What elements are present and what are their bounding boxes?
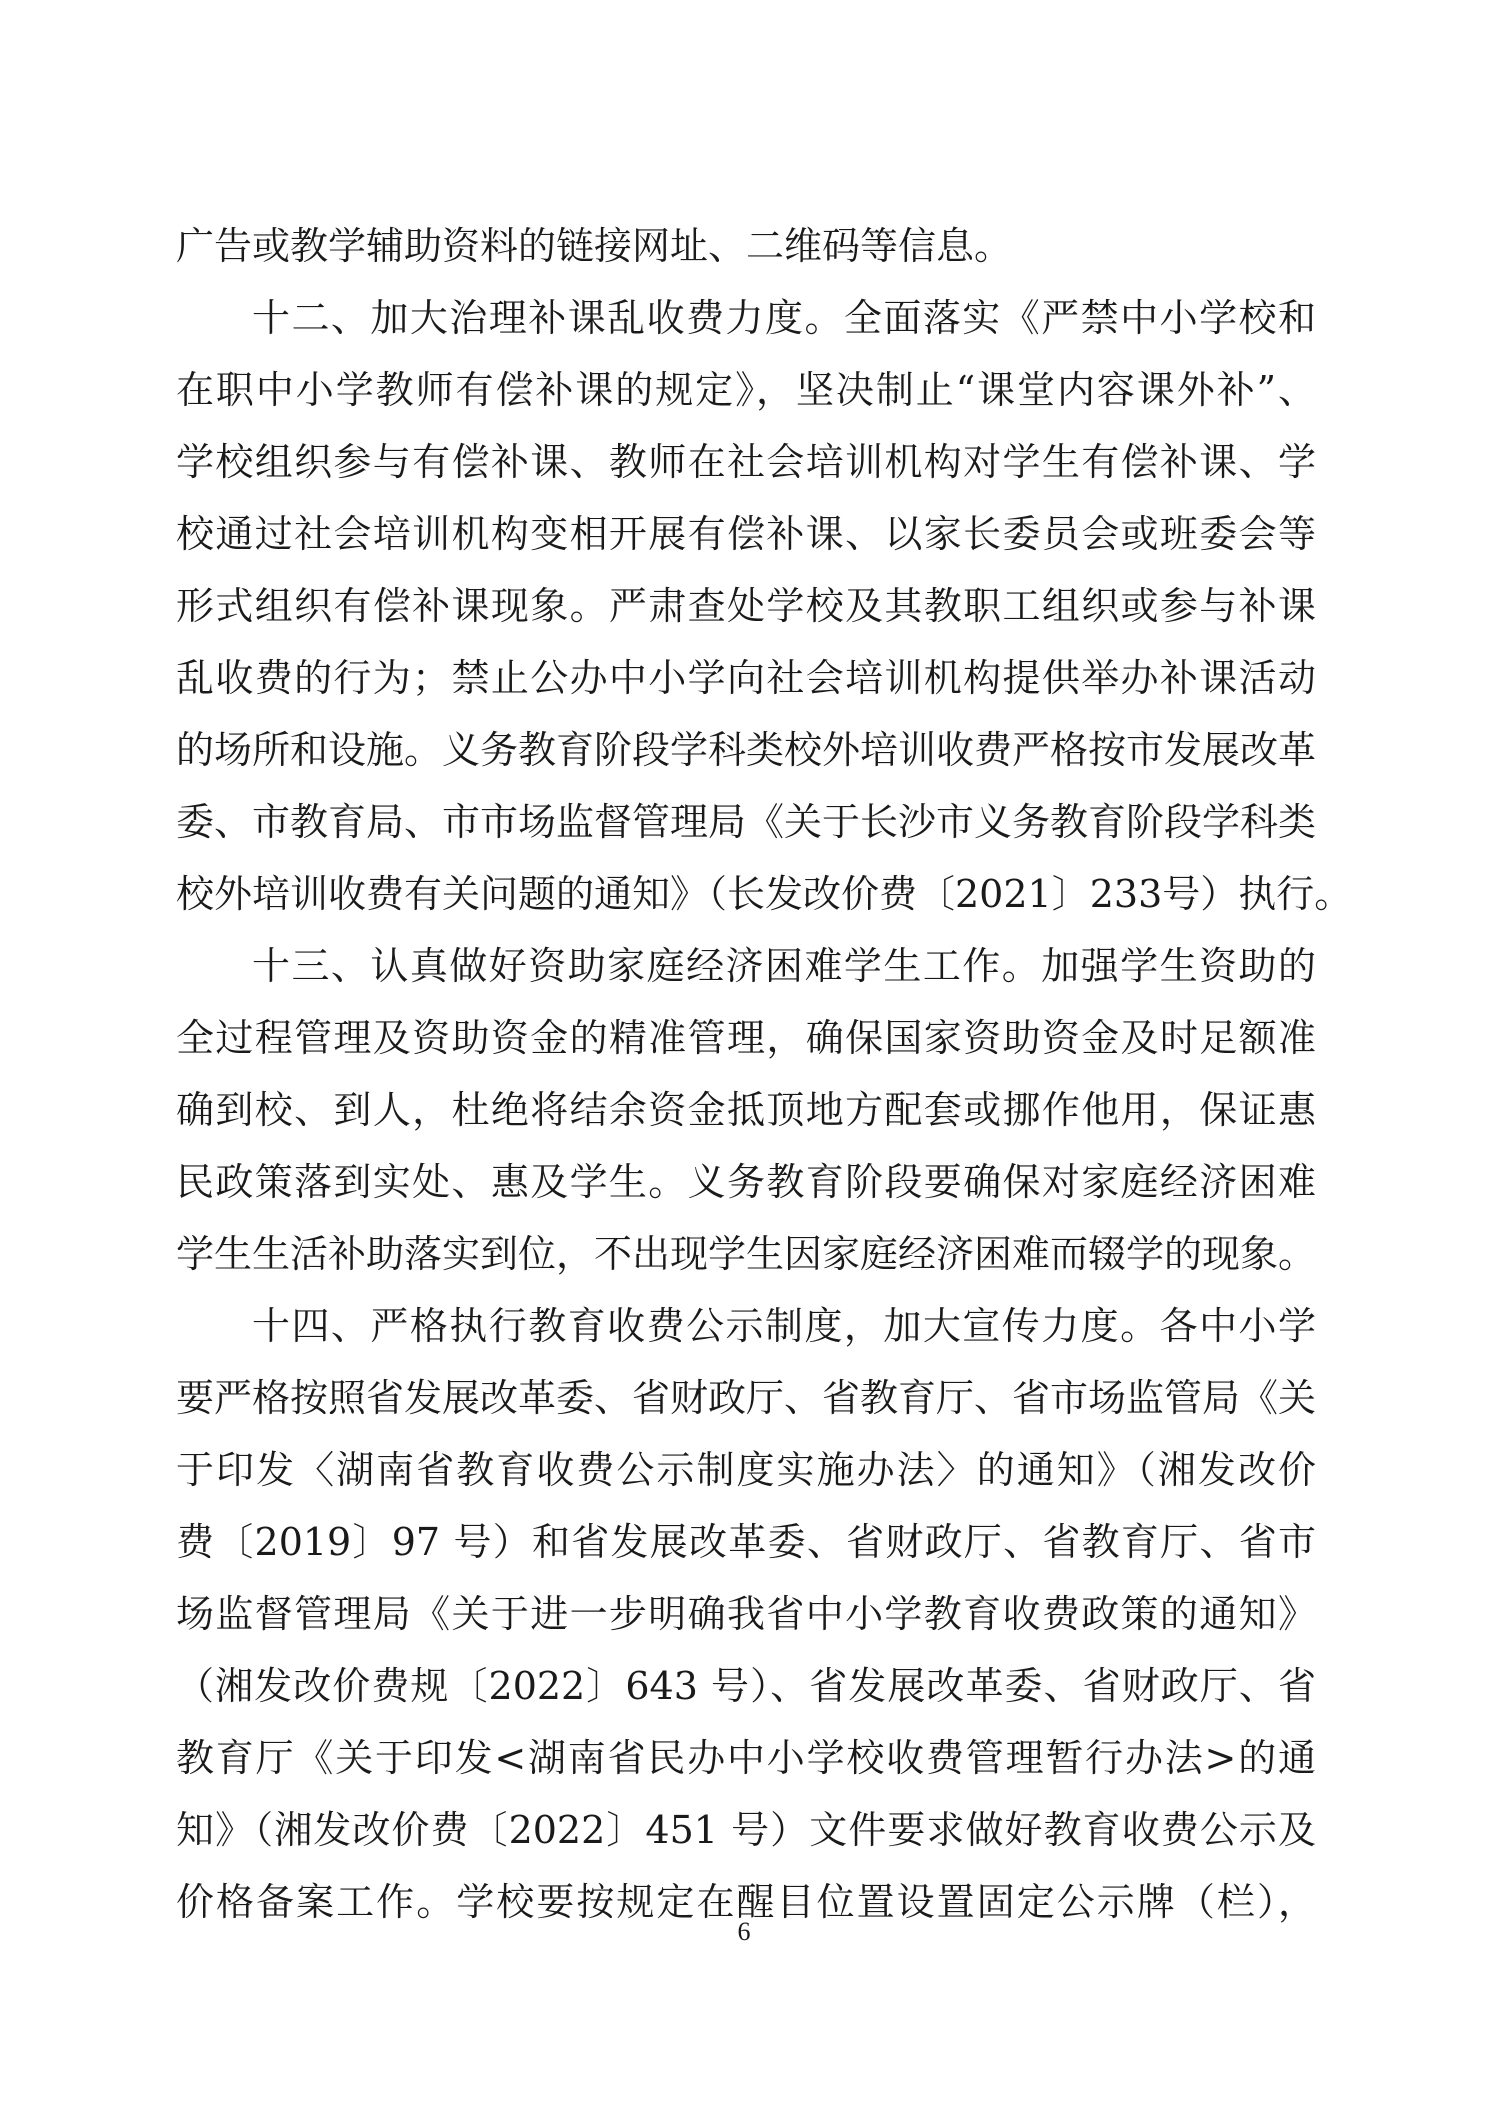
text-line-11: 十三、认真做好资助家庭经济困难学生工作。加强学生资助的 [252,944,1316,988]
text-line-24: 价格备案工作。学校要按规定在醒目位置设置固定公示牌（栏）， [176,1880,1316,1924]
text-line-20: 场监督管理局《关于进一步明确我省中小学教育收费政策的通知》 [176,1592,1316,1636]
text-line-18: 于印发〈湖南省教育收费公示制度实施办法〉的通知》（湘发改价 [176,1448,1316,1492]
text-line-10: 校外培训收费有关问题的通知》（长发改价费〔2021〕233号）执行。 [176,872,1353,916]
text-line-13: 确到校、到人，杜绝将结余资金抵顶地方配套或挪作他用，保证惠 [176,1088,1316,1132]
text-line-15: 学生生活补助落实到位，不出现学生因家庭经济困难而辍学的现象。 [176,1232,1317,1276]
text-line-22: 教育厅《关于印发<湖南省民办中小学校收费管理暂行办法>的通 [176,1736,1316,1780]
page-number: 6 [737,1917,751,1946]
text-line-2: 十二、加大治理补课乱收费力度。全面落实《严禁中小学校和 [252,296,1316,340]
text-line-6: 形式组织有偿补课现象。严肃查处学校及其教职工组织或参与补课 [176,584,1316,628]
text-line-9: 委、市教育局、市市场监督管理局《关于长沙市义务教育阶段学科类 [176,800,1317,844]
text-line-4: 学校组织参与有偿补课、教师在社会培训机构对学生有偿补课、学 [176,440,1316,484]
text-line-14: 民政策落到实处、惠及学生。义务教育阶段要确保对家庭经济困难 [176,1160,1316,1204]
text-line-17: 要严格按照省发展改革委、省财政厅、省教育厅、省市场监管局《关 [176,1376,1317,1420]
text-line-12: 全过程管理及资助资金的精准管理，确保国家资助资金及时足额准 [176,1016,1316,1060]
text-line-5: 校通过社会培训机构变相开展有偿补课、以家长委员会或班委会等 [176,512,1316,556]
text-line-1: 广告或教学辅助资料的链接网址、二维码等信息。 [176,224,1013,268]
text-line-8: 的场所和设施。义务教育阶段学科类校外培训收费严格按市发展改革 [176,728,1317,772]
text-line-19: 费〔2019〕97 号）和省发展改革委、省财政厅、省教育厅、省市 [176,1520,1316,1564]
text-line-7: 乱收费的行为；禁止公办中小学向社会培训机构提供举办补课活动 [176,656,1316,700]
text-line-23: 知》（湘发改价费〔2022〕451 号）文件要求做好教育收费公示及 [176,1808,1316,1852]
text-line-21: （湘发改价费规〔2022〕643 号）、省发展改革委、省财政厅、省 [176,1664,1316,1708]
text-line-16: 十四、严格执行教育收费公示制度，加大宣传力度。各中小学 [252,1304,1316,1348]
text-line-3: 在职中小学教师有偿补课的规定》，坚决制止“课堂内容课外补”、 [176,368,1316,412]
